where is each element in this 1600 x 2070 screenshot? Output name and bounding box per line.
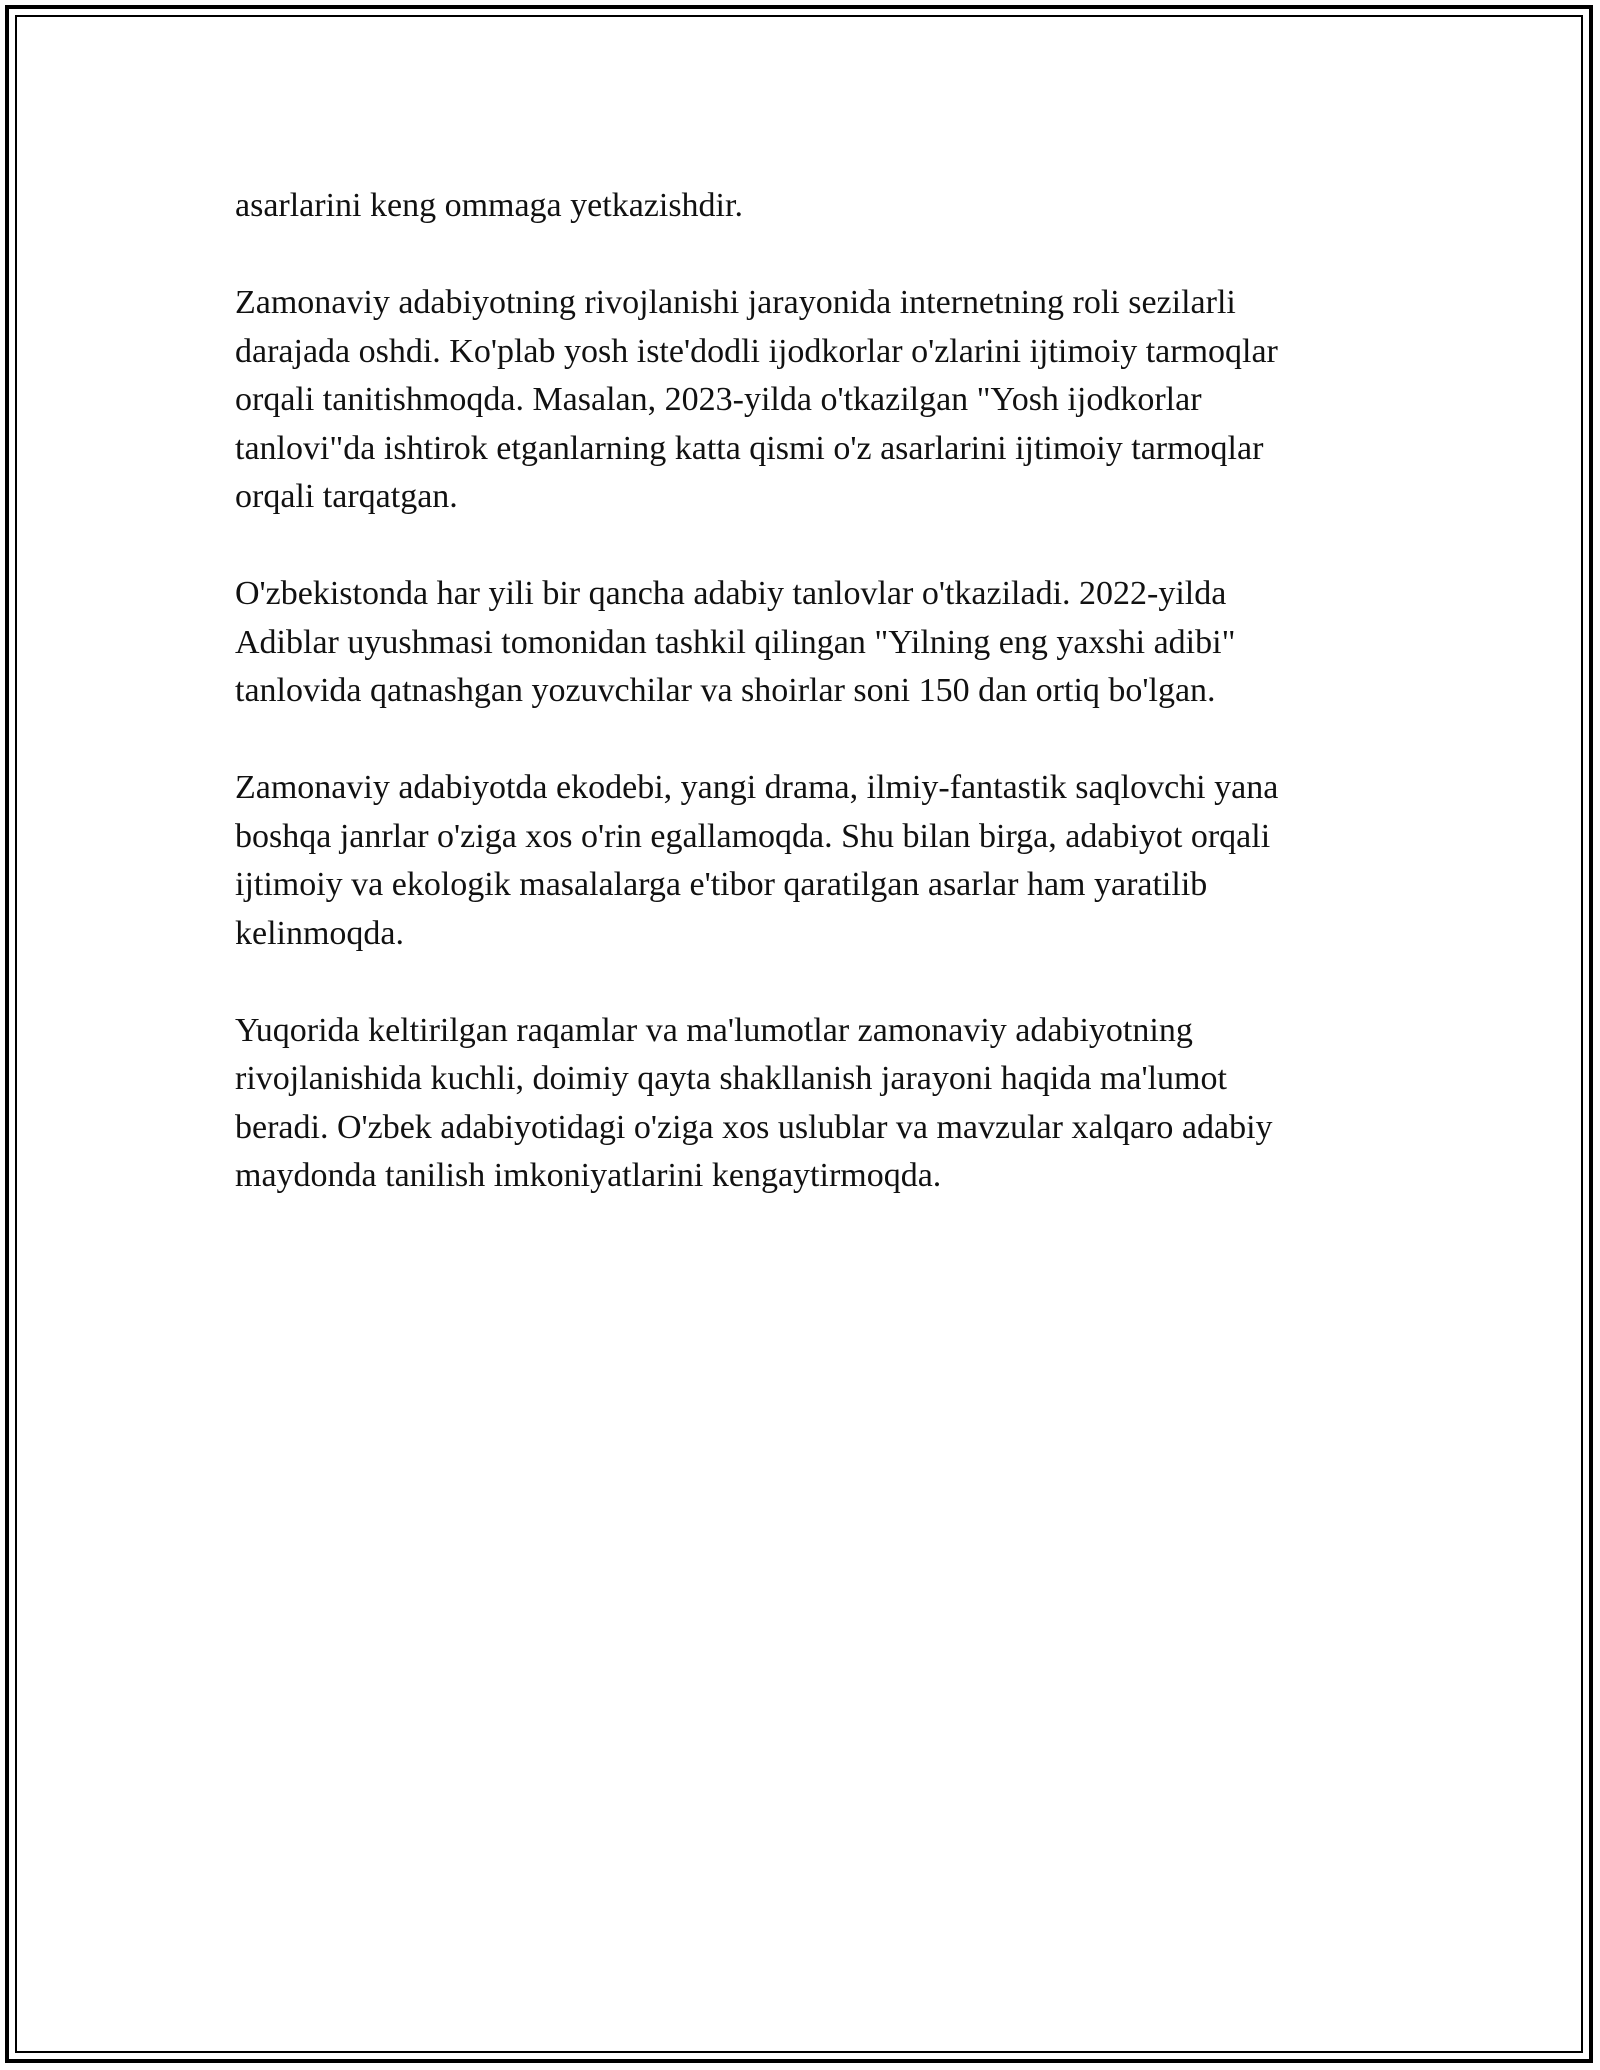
paragraph-4: Zamonaviy adabiyotda ekodebi, yangi drama, ilmiy-fantastik saqlovchi yana boshqa janrlar o'ziga xos o'rin egallamoqda. Shu bilan birga, adabiyot orqali ijtimoiy va ekologik masalalarga e'tibor qaratilgan asarlar ham yaratilib kelinmoqda. <box>235 769 1279 952</box>
paragraph-5: Yuqorida keltirilgan raqamlar va ma'lumotlar zamonaviy adabiyotning rivojlanishida kuchli, doimiy qayta shakllanish jarayoni haqida ma'lumot beradi. O'zbek adabiyotidagi o'ziga xos uslublar va mavzular xalqaro adabiy maydonda tanilish imkoniyatlarini kengaytirmoqda. <box>235 1011 1273 1194</box>
paragraph-2: Zamonaviy adabiyotning rivojlanishi jarayonida internetning roli sezilarli darajada oshdi. Ko'plab yosh iste'dodli ijodkorlar o'zlarini ijtimoiy tarmoqlar orqali tanitishmoqda. Masalan, 2023-yilda o'tkazilgan "Yosh ijodkorlar tanlovi"da ishtirok etganlarning katta qismi o'z asarlarini ijtimoiy tarmoqlar orqali tarqatgan. <box>235 284 1278 515</box>
document-body <box>235 182 1395 1249</box>
paragraph-3: O'zbekistonda har yili bir qancha adabiy tanlovlar o'tkaziladi. 2022-yilda Adiblar uyushmasi tomonidan tashkil qilingan "Yilning eng yaxshi adibi" tanlovida qatnashgan yozuvchilar va shoirlar soni 150 dan ortiq bo'lgan. <box>235 575 1236 709</box>
paragraph-1: asarlarini keng ommaga yetkazishdir. <box>235 187 743 224</box>
